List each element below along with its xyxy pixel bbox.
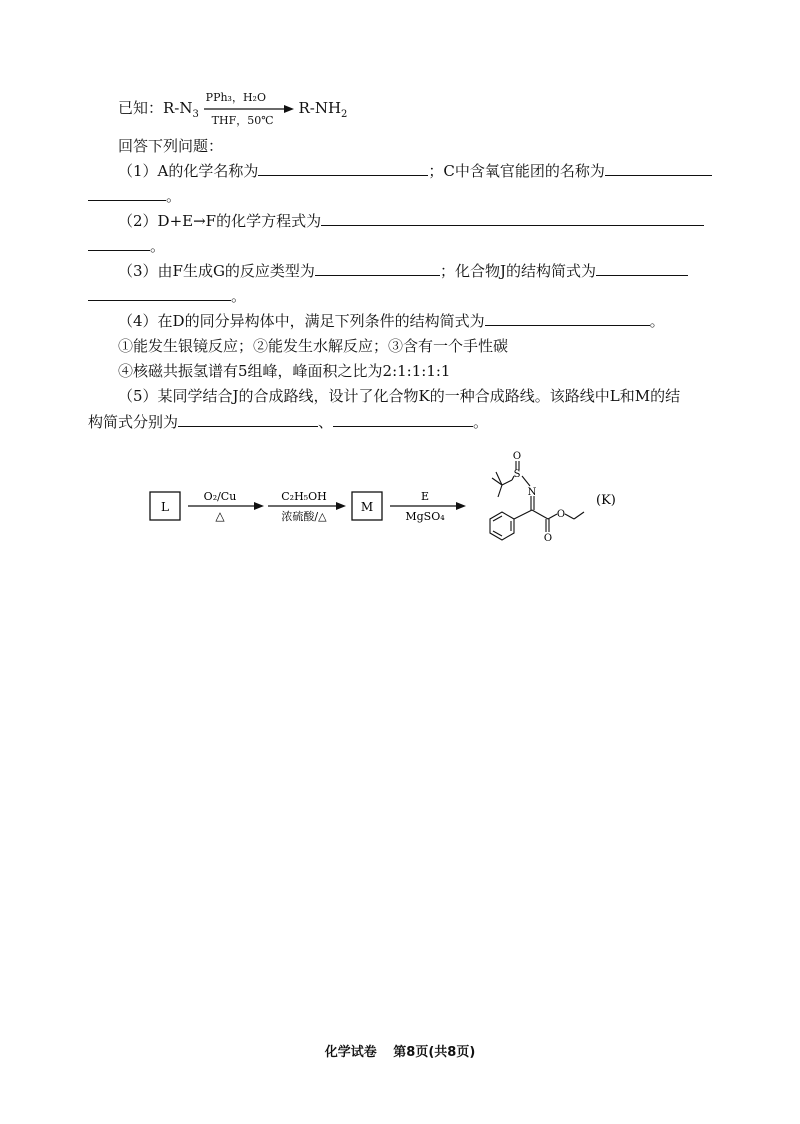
atom-O-ester: O <box>556 509 566 520</box>
box-M-label: M <box>360 500 374 514</box>
question-2-line-2: 。 <box>88 236 165 256</box>
question-3-line-1: （3）由F生成G的反应类型为 ；化合物J的结构简式为 <box>118 261 688 281</box>
arrow-2-above: C₂H₅OH <box>281 490 327 503</box>
question-2-line-1: （2）D+E→F的化学方程式为 <box>118 211 704 231</box>
synthesis-scheme <box>140 448 640 558</box>
arrow-3-above: E <box>420 490 430 503</box>
atom-O-sulfinyl: O <box>512 451 522 462</box>
answer-blank-4[interactable] <box>485 311 650 326</box>
question-4-line-1: （4）在D的同分异构体中，满足下列条件的结构简式为 。 <box>118 312 665 330</box>
answer-blank-1b[interactable] <box>605 161 712 176</box>
arrow-2-below: 浓硫酸/△ <box>281 510 327 523</box>
arrow-1-head <box>254 502 264 510</box>
reactant-formula: $R-N_3$ <box>163 99 199 120</box>
answer-blank-3a[interactable] <box>315 261 440 276</box>
arrow-2-head <box>336 502 346 510</box>
answer-blank-2[interactable] <box>321 211 704 226</box>
intro-text: 回答下列问题： <box>118 137 224 155</box>
arrow-3-head <box>456 502 466 510</box>
arrow-1-above: O₂/Cu <box>203 490 237 503</box>
question-4-condition-1: ①能发生银镜反应；②能发生水解反应；③含有一个手性碳 <box>118 337 509 355</box>
answer-blank-3b[interactable] <box>596 261 688 276</box>
atom-N: N <box>527 487 537 498</box>
answer-blank-3b-cont[interactable] <box>88 286 231 301</box>
answer-blank-5a[interactable] <box>178 412 318 427</box>
atom-S: S <box>513 469 521 480</box>
arrow-3-below: MgSO₄ <box>405 510 445 523</box>
answer-blank-1a[interactable] <box>258 161 428 176</box>
answer-blank-1b-cont[interactable] <box>88 186 166 201</box>
molecule-K-structure <box>490 461 584 540</box>
question-4-condition-2: ④核磁共振氢谱有5组峰，峰面积之比为2:1:1:1:1 <box>118 362 451 380</box>
compound-K-label: (K) <box>596 493 616 508</box>
question-1-line-1: （1）A的化学名称为 ；C中含氧官能团的名称为 <box>118 161 712 181</box>
atom-O-carbonyl: O <box>543 533 553 544</box>
footer-page-number: 第8页(共8页) <box>393 1045 476 1060</box>
known-reaction <box>118 91 348 127</box>
page-footer <box>0 1041 800 1060</box>
answer-blank-2-cont[interactable] <box>88 236 150 251</box>
question-3-line-2: 。 <box>88 286 246 306</box>
arrow-below-text: THF，50℃ <box>211 114 274 127</box>
arrow-above-text: PPh₃，H₂O <box>205 91 266 104</box>
arrow-1-below: △ <box>215 509 225 523</box>
question-5-line-1: （5）某同学结合J的合成路线，设计了化合物K的一种合成路线。该路线中L和M的结 <box>118 387 681 405</box>
question-1-line-2: 。 <box>88 186 181 206</box>
footer-subject: 化学试卷 <box>324 1045 377 1060</box>
product-formula: $R-NH_2$ <box>298 99 348 120</box>
reaction-arrow <box>204 91 294 127</box>
known-prefix: 已知： <box>118 99 164 117</box>
question-5-line-2: 构简式分别为 、 。 <box>88 413 489 431</box>
answer-blank-5b[interactable] <box>333 412 473 427</box>
box-L-label: L <box>161 500 169 514</box>
